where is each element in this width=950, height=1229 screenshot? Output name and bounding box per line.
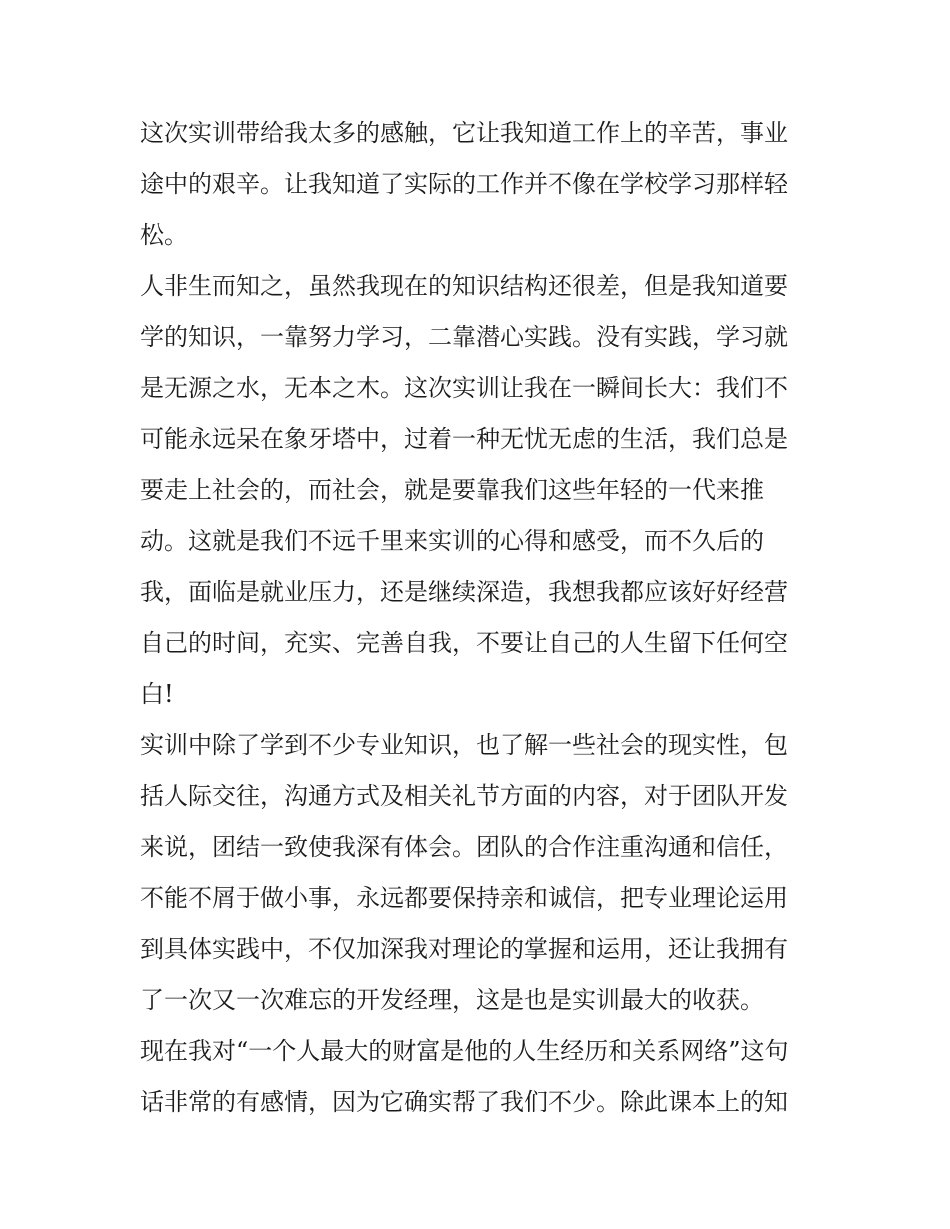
text-line: 到具体实践中，不仅加深我对理论的掌握和运用，还让我拥有 (140, 935, 788, 963)
text-line: 这次实训带给我太多的感触，它让我知道工作上的辛苦，事业 (140, 119, 788, 147)
text-line: 不能不屑于做小事，永远都要保持亲和诚信，把专业理论运用 (140, 884, 788, 912)
text-line: 要走上社会的，而社会，就是要靠我们这些年轻的一代来推 (140, 476, 764, 504)
text-line: 自己的时间，充实、完善自我，不要让自己的人生留下任何空 (140, 629, 788, 657)
text-line: 括人际交往，沟通方式及相关礼节方面的内容，对于团队开发 (140, 782, 788, 810)
paragraph-1 (140, 108, 820, 261)
text-line: 可能永远呆在象牙塔中，过着一种无忧无虑的生活，我们总是 (140, 425, 788, 453)
text-line: 话非常的有感情，因为它确实帮了我们不少。除此课本上的知 (140, 1088, 788, 1116)
paragraph-2 (140, 261, 820, 720)
paragraph-4 (140, 1026, 820, 1128)
text-line: 人非生而知之，虽然我现在的知识结构还很差，但是我知道要 (140, 272, 788, 300)
text-line: 现在我对“一个人最大的财富是他的人生经历和关系网络”这句 (140, 1037, 789, 1065)
text-line: 动。这就是我们不远千里来实训的心得和感受，而不久后的 (140, 527, 764, 555)
text-line: 来说，团结一致使我深有体会。团队的合作注重沟通和信任， (140, 833, 788, 861)
text-line: 学的知识，一靠努力学习，二靠潜心实践。没有实践，学习就 (140, 323, 788, 351)
text-line: 白! (140, 680, 174, 708)
text-line: 实训中除了学到不少专业知识，也了解一些社会的现实性，包 (140, 731, 788, 759)
text-line: 松。 (140, 221, 188, 249)
text-line: 是无源之水，无本之木。这次实训让我在一瞬间长大：我们不 (140, 374, 788, 402)
text-line: 途中的艰辛。让我知道了实际的工作并不像在学校学习那样轻 (140, 170, 788, 198)
text-line: 了一次又一次难忘的开发经理，这是也是实训最大的收获。 (140, 986, 764, 1014)
paragraph-3 (140, 720, 820, 1026)
document-body (140, 108, 820, 1128)
text-line: 我，面临是就业压力，还是继续深造，我想我都应该好好经营 (140, 578, 788, 606)
